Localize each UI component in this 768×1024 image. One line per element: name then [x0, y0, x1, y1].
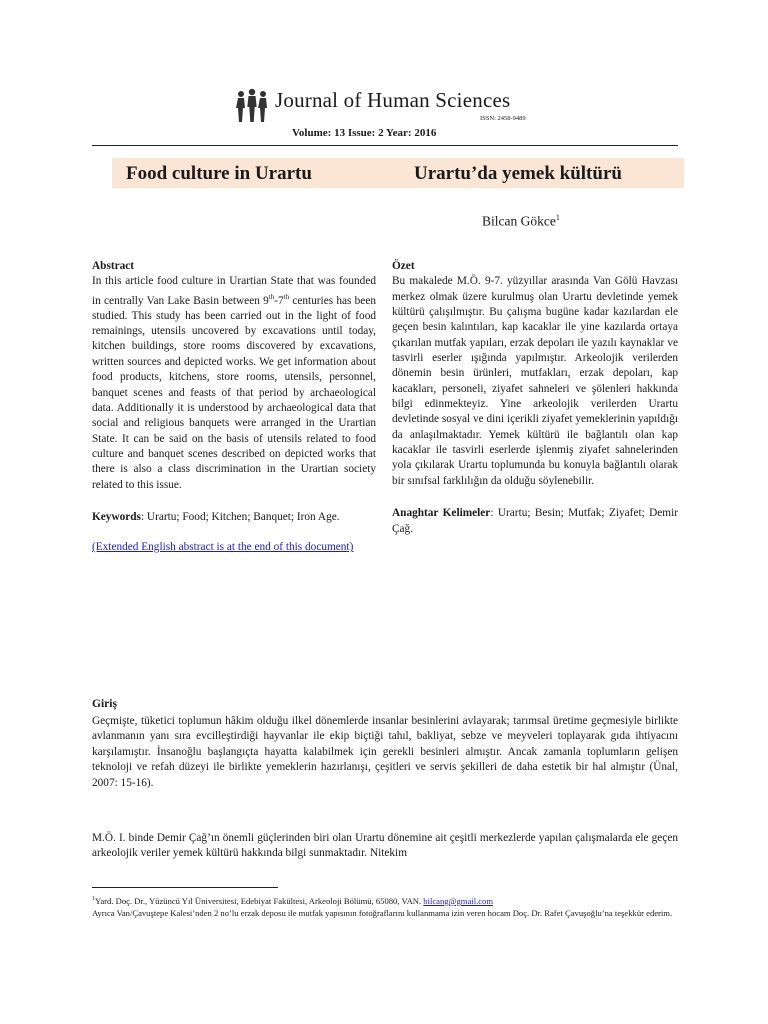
abstract-column — [92, 259, 376, 556]
keywords-label: Keywords — [92, 510, 141, 523]
body-paragraph-1: Geçmişte, tüketici toplumun hâkim olduğu ilkel dönemlerde insanlar besinlerini avlayarak; tarımsal üretime geçmesiyle birlikte avlanmanın yanı sıra evcilleştirdiği hayvanlar ile ekip biçtiği tahıl, bakliyat, sebze ve meyveleri toplayarak gıda ihtiyacını karşılamıştır. İnsanoğlu başlangıçta hayatta kalabilmek için gerekli besinleri almıştır. Ancak zamanla toplumların gelişen teknoloji ve refah düzeyi ile birlikte yemeklerin hazırlanışı, çeşitleri ve servis şekilleri de daha estetik bir hal almıştır (Ünal, 2007: 15-16). — [92, 715, 678, 789]
article-title-turkish: Urartu’da yemek kültürü — [414, 163, 622, 184]
abstract-text — [92, 274, 376, 493]
abstract-sup1: th — [268, 292, 275, 301]
spacer — [92, 525, 376, 540]
article-title-english: Food culture in Urartu — [126, 163, 312, 184]
body-paragraph-2: M.Ö. I. binde Demir Çağ’ın önemli güçlerinden biri olan Urartu dönemine ait çeşitli merkezlerde yapılan çalışmalarda ele geçen arkeolojik veriler yemek kültürü hakkında bilgi sunmaktadır. Nitekim — [92, 832, 678, 860]
anahtar-kelimeler-text: : Urartu; Besin; Mutfak; Ziyafet; Demir Çağ. — [392, 507, 678, 535]
spacer — [92, 493, 376, 510]
header-divider — [92, 145, 678, 146]
journal-logo-icon — [235, 88, 271, 124]
abstract-sup2: th — [283, 292, 290, 301]
author-name-text: Bilcan Gökce — [482, 213, 556, 229]
journal-title: Journal of Human Sciences — [275, 88, 511, 112]
ozet-column — [392, 259, 678, 537]
footnote-email-link[interactable]: bilcang@gmail.com — [423, 895, 494, 906]
footnote-divider — [92, 887, 278, 888]
abstract-text-part3: centuries has been studied. This study has been carried out in the light of food remainings, utensils uncovered by excavations until today, kitchen buildings, store rooms discovered by excavations, written sources and depicted works. We get information about food products, kitchens, store rooms, utensils, personnel, banquet scenes and feasts of that period by archaeological data. Additionally it is understood by archaeological data that social and religious banquets were arranged in the Urartian State. It can be said on the basis of utensils related to food culture and banquet scenes described on depicted works that there is also a class discrimination in the Urartian society related to this issue. — [92, 294, 376, 491]
footnote-text-part2: Ayrıca Van/Çavuştepe Kalesi’nden 2 no’lu erzak deposu ile mutfak yapısının fotoğraflarını kullanmama izin veren hocam Doç. Dr. Rafet Çavuşoğlu’na teşekkür ederim. — [92, 908, 673, 919]
spacer — [392, 489, 678, 506]
ozet-keywords — [392, 506, 678, 537]
abstract-keywords — [92, 510, 376, 525]
ozet-text: Bu makalede M.Ö. 9-7. yüzyıllar arasında Van Gölü Havzası merkez olmak üzere kurulmuş olan Urartu devletinde yemek kültürü çalışılmıştır. Bu çalışma bugüne kadar kazılardan ele geçen besin kalıntıları, kap kacaklar ile yine kazılarda ortaya çıkarılan mutfak yapıları, erzak depoları ile yazılı kaynaklar ve tasvirli eserler ışığında yapılmıştır. Arkeolojik verilerden dönemin besin ürünleri, mutfakları, erzak depoları, kap kacakları, personeli, ziyafet sahneleri ve şölenleri hakkında bilgi edinmekteyiz. Yine arkeolojik verilerden Urartu devletinde sosyal ve dini içerikli ziyafet yemeklerinin yapıldığı da anlaşılmaktadır. Yemek kültürü ile bağlantılı olan kap kacaklar ile tasvirli eserlerde işlenmiş ziyafet sahnelerinden yola çıkılarak Urartu toplumunda bu konuyla bağlantılı olarak bir sınıfsal farklılığın da olduğu söylenebilir. — [392, 275, 678, 487]
issn: ISSN: 2458-9489 — [480, 115, 526, 122]
author-footnote-mark: 1 — [555, 213, 560, 222]
footnote-mark: 1 — [92, 896, 95, 902]
abstract-text-part2: -7 — [274, 294, 284, 307]
volume-issue-year: Volume: 13 Issue: 2 Year: 2016 — [292, 127, 437, 139]
extended-abstract-link-wrap — [92, 540, 376, 555]
abstract-text-part1: In this article food culture in Urartian State that was founded in centrally Van Lake Basin between 9 — [92, 275, 376, 307]
anahtar-kelimeler-label: Anaghtar Kelimeler — [392, 507, 491, 520]
ozet-heading: Özet — [392, 260, 415, 272]
author-name — [482, 213, 560, 230]
footnote — [92, 893, 678, 919]
section-heading-giris: Giriş — [92, 698, 117, 710]
extended-abstract-link[interactable]: (Extended English abstract is at the end of this document) — [92, 541, 354, 554]
footnote-text-part1: Yard. Doç. Dr., Yüzüncü Yıl Üniversitesi, Edebiyat Fakültesi, Arkeoloji Bölümü, 65080, VAN. — [95, 895, 424, 906]
keywords-text: : Urartu; Food; Kitchen; Banquet; Iron Age. — [140, 510, 340, 523]
abstract-heading: Abstract — [92, 260, 135, 272]
